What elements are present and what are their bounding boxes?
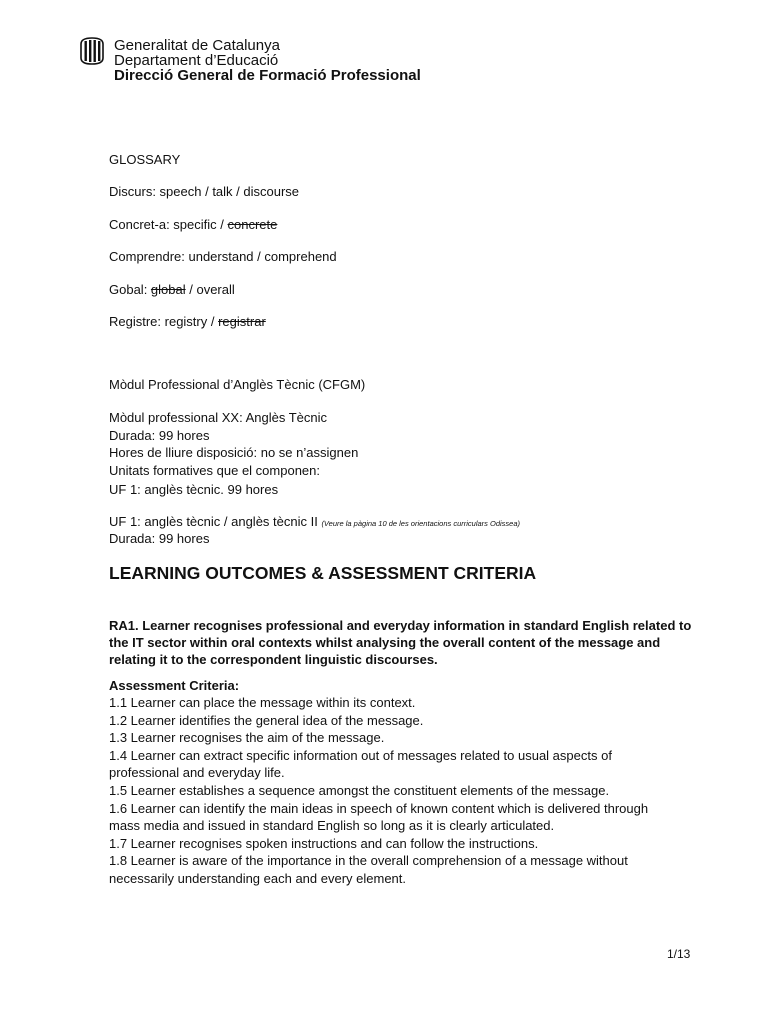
criterion-item: 1.4 Learner can extract specific information out of messages related to usual aspects of professional and everyday life.	[109, 747, 612, 781]
glossary-gobal-struck: global	[150, 282, 186, 297]
criterion-item: 1.1 Learner can place the message within its context.	[109, 695, 416, 710]
section-title: LEARNING OUTCOMES & ASSESSMENT CRITERIA	[109, 563, 537, 583]
module-units-label: Unitats formatives que el componen:	[109, 463, 320, 478]
module-heading: Mòdul Professional d’Anglès Tècnic (CFGM)	[109, 377, 366, 392]
criteria-list	[109, 694, 679, 888]
uf-line	[109, 514, 520, 529]
criterion-item: 1.7 Learner recognises spoken instructions and can follow the instructions.	[109, 835, 539, 851]
criterion-item: 1.6 Learner can identify the main ideas in speech of known content which is delivered through mass media and issued in standard English so long as it is clearly articulated.	[109, 800, 649, 834]
department-name: Departament d’Educació	[114, 52, 279, 69]
organization-header	[114, 38, 421, 83]
module-uf1: UF 1: anglès tècnic. 99 hores	[109, 482, 279, 497]
criterion-item: 1.3 Learner recognises the aim of the message.	[109, 730, 385, 746]
glossary-concret-text: Concret-a: specific /	[109, 217, 228, 232]
criteria-heading: Assessment Criteria:	[109, 678, 240, 693]
glossary-concret	[109, 217, 277, 232]
page-number: 1/13	[667, 947, 691, 961]
glossary-registre-struck: registrar	[218, 314, 266, 329]
glossary-concret-struck: concrete	[227, 217, 278, 232]
module-line: Mòdul professional XX: Anglès Tècnic	[109, 410, 327, 425]
uf-line-text: UF 1: anglès tècnic / anglès tècnic II	[109, 514, 322, 529]
glossary-discurs: Discurs: speech / talk / discourse	[109, 184, 300, 199]
ra1-statement: RA1. Learner recognises professional and everyday information in standard English related to the IT sector within oral contexts whilst analysing the overall content of the message and relating it to the correspondent linguistic discourses.	[109, 618, 692, 667]
module-duration: Durada: 99 hores	[109, 428, 210, 443]
module-free-hours: Hores de lliure disposició: no se n’assignen	[109, 445, 359, 460]
uf-duration: Durada: 99 hores	[109, 531, 210, 546]
uf-note: (Veure la pàgina 10 de les orientacions curriculars Odissea)	[321, 519, 521, 528]
directorate-name: Direcció General de Formació Professional	[114, 67, 421, 84]
glossary-title: GLOSSARY	[109, 152, 181, 167]
glossary-gobal	[109, 282, 235, 297]
criterion-item: 1.2 Learner identifies the general idea of the message.	[109, 712, 424, 728]
glossary-comprendre: Comprendre: understand / comprehend	[109, 249, 337, 264]
glossary-registre	[109, 314, 266, 329]
criterion-item: 1.8 Learner is aware of the importance in the overall comprehension of a message without necessarily understanding each and every element.	[109, 853, 628, 886]
criterion-item: 1.5 Learner establishes a sequence amongst the constituent elements of the message.	[109, 782, 610, 798]
org-name: Generalitat de Catalunya	[114, 37, 280, 54]
glossary-gobal-text: Gobal:	[109, 282, 151, 297]
glossary-gobal-suffix: / overall	[185, 282, 235, 297]
glossary-registre-text: Registre: registry /	[109, 314, 219, 329]
generalitat-logo-icon	[78, 36, 106, 66]
